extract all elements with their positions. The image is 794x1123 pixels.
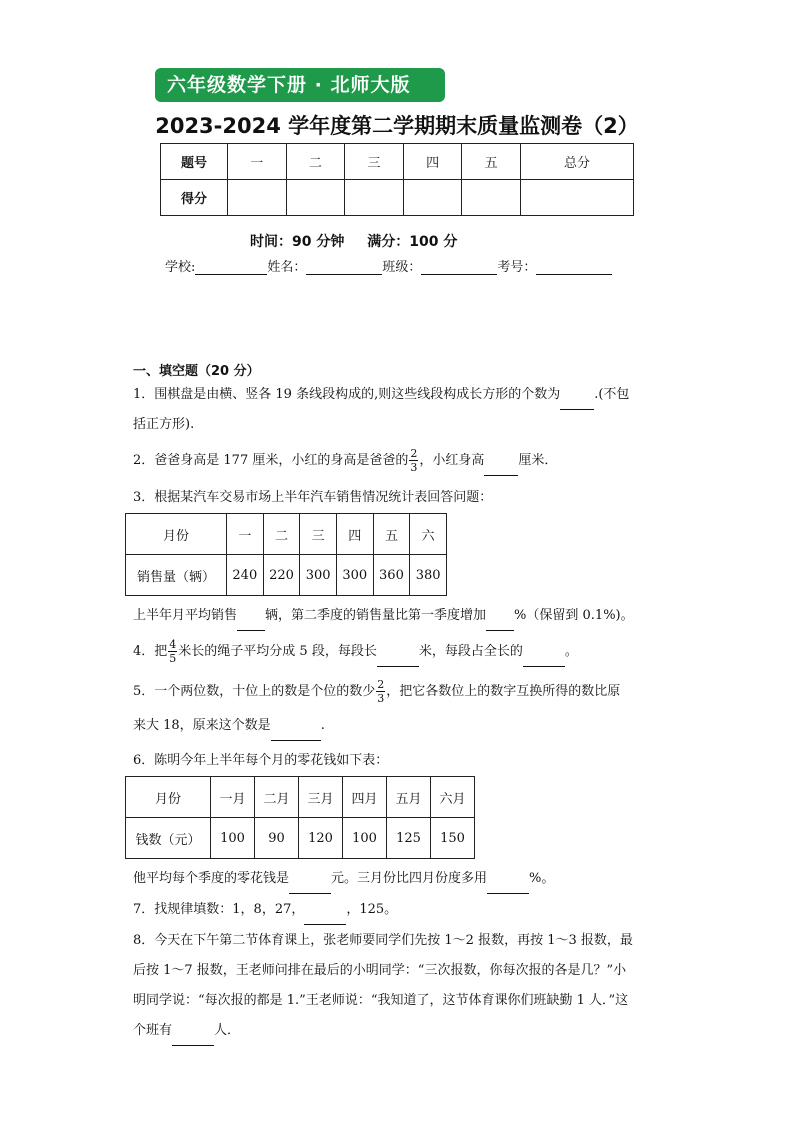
table-cell: 六月 [431, 777, 475, 818]
answer-blank[interactable] [237, 616, 265, 631]
fraction [168, 638, 177, 665]
question-4 [133, 637, 663, 667]
table-cell: 月份 [126, 514, 227, 555]
name-label: 姓名： [267, 260, 307, 275]
question-7 [133, 895, 663, 925]
table-cell: 100 [343, 818, 387, 859]
fraction-denominator: 3 [377, 692, 385, 705]
answer-blank[interactable] [271, 726, 321, 741]
table-cell: 240 [227, 555, 264, 596]
table-cell: 六 [410, 514, 447, 555]
table-row [126, 555, 447, 596]
table-row [161, 180, 634, 216]
q8-text-b: 人． [214, 1023, 241, 1038]
table-cell: 三 [300, 514, 337, 555]
class-field[interactable] [421, 260, 497, 275]
score-cell[interactable] [228, 180, 287, 216]
table-cell: 五月 [387, 777, 431, 818]
q4-text-b: 米长的绳子平均分成 5 段，每段长 [178, 644, 377, 659]
q4-text: 4．把 [133, 644, 168, 659]
answer-blank[interactable] [486, 616, 514, 631]
table-cell: 三 [345, 144, 404, 180]
table-cell: 360 [373, 555, 410, 596]
exam-time: 时间：90 分钟 [250, 234, 345, 250]
answer-blank[interactable] [560, 395, 594, 410]
exam-meta [250, 231, 475, 251]
allowance-table [125, 776, 475, 859]
q5-text-d: . [320, 718, 325, 733]
q1-text-c: 括正方形). [133, 417, 195, 432]
q4-text-d: 。 [564, 644, 578, 659]
q8-text: 个班有 [133, 1023, 173, 1038]
answer-blank[interactable] [523, 652, 565, 667]
q2-text-c: 厘米． [518, 453, 558, 468]
table-cell: 二月 [255, 777, 299, 818]
table-cell: 150 [431, 818, 475, 859]
fraction-denominator: 5 [169, 652, 177, 665]
table-cell: 四 [403, 144, 462, 180]
q5-text-b: ，把它各数位上的数字互换所得的数比原 [386, 684, 621, 699]
score-cell[interactable] [462, 180, 521, 216]
question-5 [133, 677, 663, 741]
answer-blank[interactable] [289, 879, 331, 894]
school-field[interactable] [195, 260, 267, 275]
q3-text-c: %（保留到 0.1%)。 [514, 608, 634, 623]
table-cell: 三月 [299, 777, 343, 818]
table-cell: 125 [387, 818, 431, 859]
fraction-numerator: 2 [410, 447, 418, 460]
q2-text-b: ，小红身高 [419, 453, 485, 468]
question-3-answer [133, 601, 663, 631]
score-cell[interactable] [403, 180, 462, 216]
student-info [165, 256, 612, 275]
table-cell: 二 [263, 514, 300, 555]
q6-text-b: 元。三月份比四月份度多用 [331, 871, 488, 886]
table-row [126, 777, 475, 818]
table-cell: 题号 [161, 144, 228, 180]
school-label: 学校: [165, 260, 196, 275]
q5-text: 5．一个两位数，十位上的数是个位的数少 [133, 684, 376, 699]
fraction-denominator: 3 [410, 461, 418, 474]
q6-text: 他平均每个季度的零花钱是 [133, 871, 290, 886]
score-table [160, 143, 634, 216]
table-row [126, 818, 475, 859]
q5-text-c: 来大 18，原来这个数是 [133, 718, 271, 733]
answer-blank[interactable] [484, 461, 518, 476]
fraction [376, 678, 385, 705]
score-cell[interactable] [520, 180, 633, 216]
table-cell: 300 [336, 555, 373, 596]
page-title: 2023-2024 学年度第二学期期末质量监测卷（2） [155, 114, 639, 138]
name-field[interactable] [306, 260, 382, 275]
q6-text-c: %。 [529, 871, 555, 886]
answer-blank[interactable] [304, 910, 346, 925]
question-6-intro: 6．陈明今年上半年每个月的零花钱如下表： [133, 753, 389, 768]
fraction-numerator: 4 [169, 638, 177, 651]
number-field[interactable] [536, 260, 612, 275]
q4-text-c: 米，每段占全长的 [418, 644, 523, 659]
exam-full-score: 满分：100 分 [367, 234, 458, 250]
q1-text-b: .(不包 [594, 387, 630, 402]
question-3-intro: 3．根据某汽车交易市场上半年汽车销售情况统计表回答问题： [133, 490, 493, 505]
question-2 [133, 446, 663, 476]
fraction [409, 447, 418, 474]
question-6-answer [133, 864, 663, 894]
table-cell: 一月 [211, 777, 255, 818]
score-cell[interactable] [345, 180, 404, 216]
fraction-numerator: 2 [377, 678, 385, 691]
answer-blank[interactable] [377, 652, 419, 667]
table-cell: 220 [263, 555, 300, 596]
q1-text: 1．围棋盘是由横、竖各 19 条线段构成的,则这些线段构成长方形的个数为 [133, 387, 561, 402]
q8-line: 明同学说：“每次报的都是 1.”王老师说：“我知道了，这节体育课你们班缺勤 1 人．”这 [133, 993, 629, 1008]
class-label: 班级： [382, 260, 422, 275]
answer-blank[interactable] [487, 879, 529, 894]
q7-text-b: ，125。 [346, 902, 398, 917]
table-cell: 90 [255, 818, 299, 859]
table-cell: 四月 [343, 777, 387, 818]
table-cell: 一 [228, 144, 287, 180]
grade-badge: 六年级数学下册 · 北师大版 [155, 68, 445, 102]
table-row [126, 514, 447, 555]
table-cell: 五 [462, 144, 521, 180]
table-cell: 二 [286, 144, 345, 180]
q3-text-b: 辆，第二季度的销售量比第一季度增加 [265, 608, 487, 623]
table-cell: 四 [336, 514, 373, 555]
answer-blank[interactable] [172, 1031, 214, 1046]
q3-text: 上半年月平均销售 [133, 608, 238, 623]
table-cell: 380 [410, 555, 447, 596]
table-cell: 销售量（辆） [126, 555, 227, 596]
question-1 [133, 380, 663, 440]
table-cell: 一 [227, 514, 264, 555]
q7-text: 7．找规律填数：1，8，27， [133, 902, 305, 917]
question-8 [133, 926, 663, 1046]
number-label: 考号： [497, 260, 537, 275]
sales-table [125, 513, 447, 596]
table-cell: 五 [373, 514, 410, 555]
table-cell: 300 [300, 555, 337, 596]
q8-line: 8．今天在下午第二节体育课上，张老师要同学们先按 1～2 报数，再按 1～3 报数，最 [133, 933, 633, 948]
table-cell: 月份 [126, 777, 211, 818]
q2-text: 2．爸爸身高是 177 厘米，小红的身高是爸爸的 [133, 453, 409, 468]
q8-line: 后按 1～7 报数，王老师问排在最后的小明同学：“三次报数，你每次报的各是几？”小 [133, 963, 627, 978]
table-cell: 钱数（元） [126, 818, 211, 859]
table-row [161, 144, 634, 180]
table-cell: 120 [299, 818, 343, 859]
section-heading: 一、填空题（20 分） [133, 364, 260, 379]
score-cell[interactable] [286, 180, 345, 216]
table-cell: 得分 [161, 180, 228, 216]
table-cell: 总分 [520, 144, 633, 180]
table-cell: 100 [211, 818, 255, 859]
